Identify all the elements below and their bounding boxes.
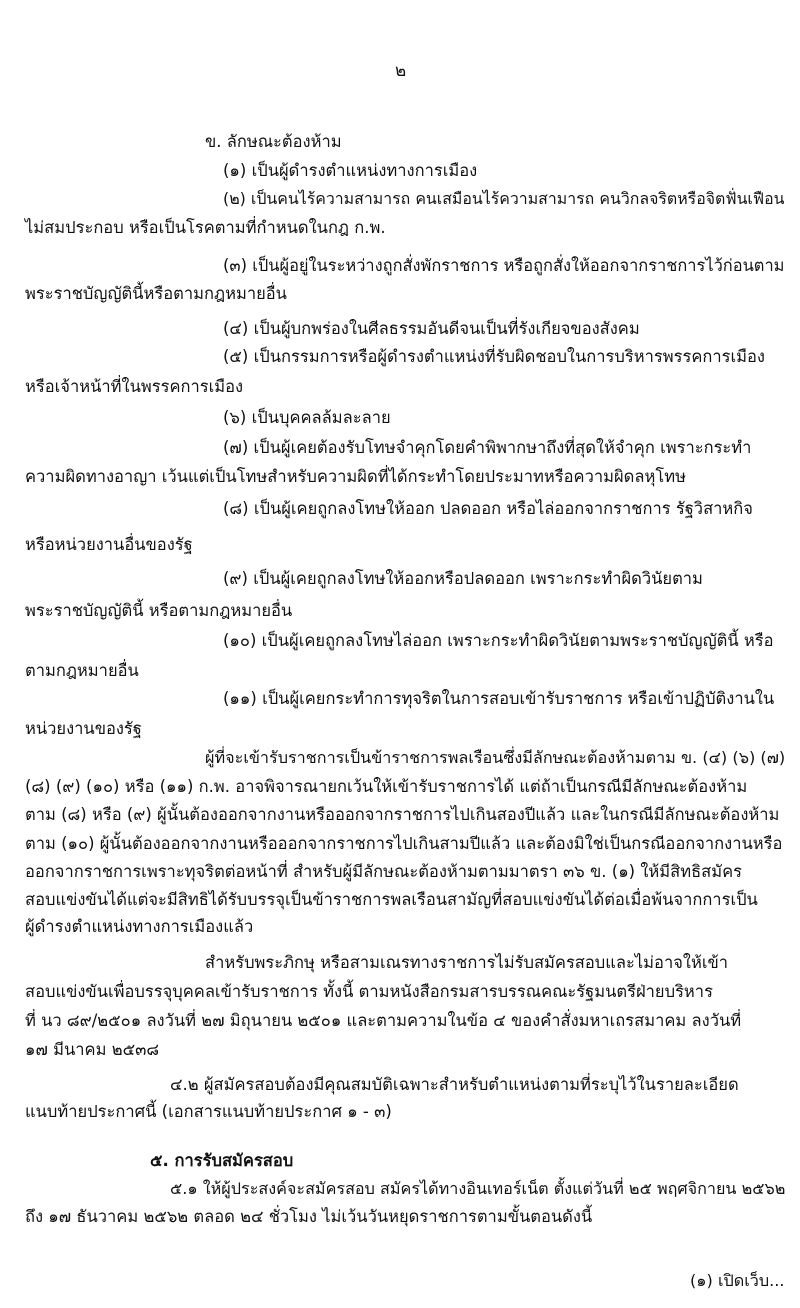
monk-paragraph-line: ๑๗ มีนาคม ๒๕๓๘	[25, 1040, 160, 1059]
exception-paragraph-line: ผู้ที่จะเข้ารับราชการเป็นข้าราชการพลเรือนซึ่งมีลักษณะต้องห้ามตาม ข. (๔) (๖) (๗)	[205, 748, 786, 767]
prohibition-item-10: (๑๐) เป็นผู้เคยถูกลงโทษไล่ออก เพราะกระทำผิดวินัยตามพระราชบัญญัตินี้ หรือ	[223, 631, 774, 650]
exception-paragraph-line: ตาม (๘) หรือ (๙) ผู้นั้นต้องออกจากงานหรือออกจากราชการไปเกินสองปีแล้ว และในกรณีมีลักษณะต้องห้าม	[25, 805, 780, 824]
page-number: ๒	[395, 61, 407, 81]
prohibition-item-2: (๒) เป็นคนไร้ความสามารถ คนเสมือนไร้ความสามารถ คนวิกลจริตหรือจิตฟั่นเฟือน	[223, 189, 785, 208]
prohibition-item-10-cont: ตามกฎหมายอื่น	[25, 661, 139, 680]
prohibition-item-1: (๑) เป็นผู้ดำรงตำแหน่งทางการเมือง	[223, 161, 478, 180]
prohibition-item-6: (๖) เป็นบุคคลล้มละลาย	[223, 408, 391, 427]
prohibition-item-3: (๓) เป็นผู้อยู่ในระหว่างถูกสั่งพักราชการ หรือถูกสั่งให้ออกจากราชการไว้ก่อนตาม	[223, 256, 785, 275]
application-item-5-1-cont: ถึง ๑๗ ธันวาคม ๒๕๖๒ ตลอด ๒๔ ชั่วโมง ไม่เว้นวันหยุดราชการตามขั้นตอนดังนี้	[25, 1207, 593, 1226]
prohibition-item-8: (๘) เป็นผู้เคยถูกลงโทษให้ออก ปลดออก หรือไล่ออกจากราชการ รัฐวิสาหกิจ	[223, 499, 753, 518]
continuation-marker: (๑) เปิดเว็บ...	[690, 1271, 785, 1290]
application-item-5-1: ๕.๑ ให้ผู้ประสงค์จะสมัครสอบ สมัครได้ทางอินเทอร์เน็ต ตั้งแต่วันที่ ๒๕ พฤศจิกายน ๒๕๖๒	[170, 1179, 786, 1198]
prohibition-item-9-cont: พระราชบัญญัตินี้ หรือตามกฎหมายอื่น	[25, 601, 293, 620]
monk-paragraph-line: ที่ นว ๘๙/๒๕๐๑ ลงวันที่ ๒๗ มิถุนายน ๒๕๐๑ และตามความในข้อ ๔ ของคำสั่งมหาเถรสมาคม ลงวันที่	[25, 1011, 742, 1030]
monk-paragraph-line: สอบแข่งขันเพื่อบรรจุบุคคลเข้ารับราชการ ทั้งนี้ ตามหนังสือกรมสารบรรณคณะรัฐมนตรีฝ่ายบริหาร	[25, 982, 713, 1001]
section-heading-kho: ข. ลักษณะต้องห้าม	[205, 132, 342, 151]
monk-paragraph-line: สำหรับพระภิกษุ หรือสามเณรทางราชการไม่รับสมัครสอบและไม่อาจให้เข้า	[205, 953, 729, 972]
prohibition-item-2-cont: ไม่สมประกอบ หรือเป็นโรคตามที่กำหนดในกฎ ก.พ.	[25, 218, 386, 237]
prohibition-item-7-cont: ความผิดทางอาญา เว้นแต่เป็นโทษสำหรับความผิดที่ได้กระทำโดยประมาทหรือความผิดลหุโทษ	[25, 467, 686, 486]
exception-paragraph-line: ตาม (๑๐) ผู้นั้นต้องออกจากงานหรือออกจากราชการไปเกินสามปีแล้ว และต้องมิใช่เป็นกรณีออกจากงานหรือ	[25, 834, 783, 853]
prohibition-item-8-cont: หรือหน่วยงานอื่นของรัฐ	[25, 535, 193, 554]
qualification-item-4-2: ๔.๒ ผู้สมัครสอบต้องมีคุณสมบัติเฉพาะสำหรับตำแหน่งตามที่ระบุไว้ในรายละเอียด	[170, 1075, 739, 1094]
prohibition-item-3-cont: พระราชบัญญัตินี้หรือตามกฎหมายอื่น	[25, 284, 287, 303]
prohibition-item-4: (๔) เป็นผู้บกพร่องในศีลธรรมอันดีจนเป็นที่รังเกียจของสังคม	[223, 319, 640, 338]
prohibition-item-5-cont: หรือเจ้าหน้าที่ในพรรคการเมือง	[25, 377, 244, 396]
exception-paragraph-line: สอบแข่งขันได้แต่จะมีสิทธิได้รับบรรจุเป็นข้าราชการพลเรือนสามัญที่สอบแข่งขันได้ต่อเมื่อพ้นจากการเป็น	[25, 890, 758, 909]
exception-paragraph-line: ออกจากราชการเพราะทุจริตต่อหน้าที่ สำหรับผู้มีลักษณะต้องห้ามตามมาตรา ๓๖ ข. (๑) ให้มีสิทธิสมัคร	[25, 862, 743, 881]
prohibition-item-11-cont: หน่วยงานของรัฐ	[25, 719, 142, 738]
prohibition-item-7: (๗) เป็นผู้เคยต้องรับโทษจำคุกโดยคำพิพากษาถึงที่สุดให้จำคุก เพราะกระทำ	[223, 438, 752, 457]
qualification-item-4-2-cont: แนบท้ายประกาศนี้ (เอกสารแนบท้ายประกาศ ๑ - ๓)	[25, 1102, 392, 1121]
prohibition-item-9: (๙) เป็นผู้เคยถูกลงโทษให้ออกหรือปลดออก เพราะกระทำผิดวินัยตาม	[223, 569, 703, 588]
prohibition-item-5: (๕) เป็นกรรมการหรือผู้ดำรงตำแหน่งที่รับผิดชอบในการบริหารพรรคการเมือง	[223, 347, 765, 366]
exception-paragraph-line: ผู้ดำรงตำแหน่งทางการเมืองแล้ว	[25, 917, 254, 936]
prohibition-item-11: (๑๑) เป็นผู้เคยกระทำการทุจริตในการสอบเข้ารับราชการ หรือเข้าปฏิบัติงานใน	[223, 689, 775, 708]
exception-paragraph-line: (๘) (๙) (๑๐) หรือ (๑๑) ก.พ. อาจพิจารณายกเว้นให้เข้ารับราชการได้ แต่ถ้าเป็นกรณีมีลักษณะต้องห้าม	[25, 777, 748, 796]
section-5-heading: ๕. การรับสมัครสอบ	[150, 1151, 294, 1170]
